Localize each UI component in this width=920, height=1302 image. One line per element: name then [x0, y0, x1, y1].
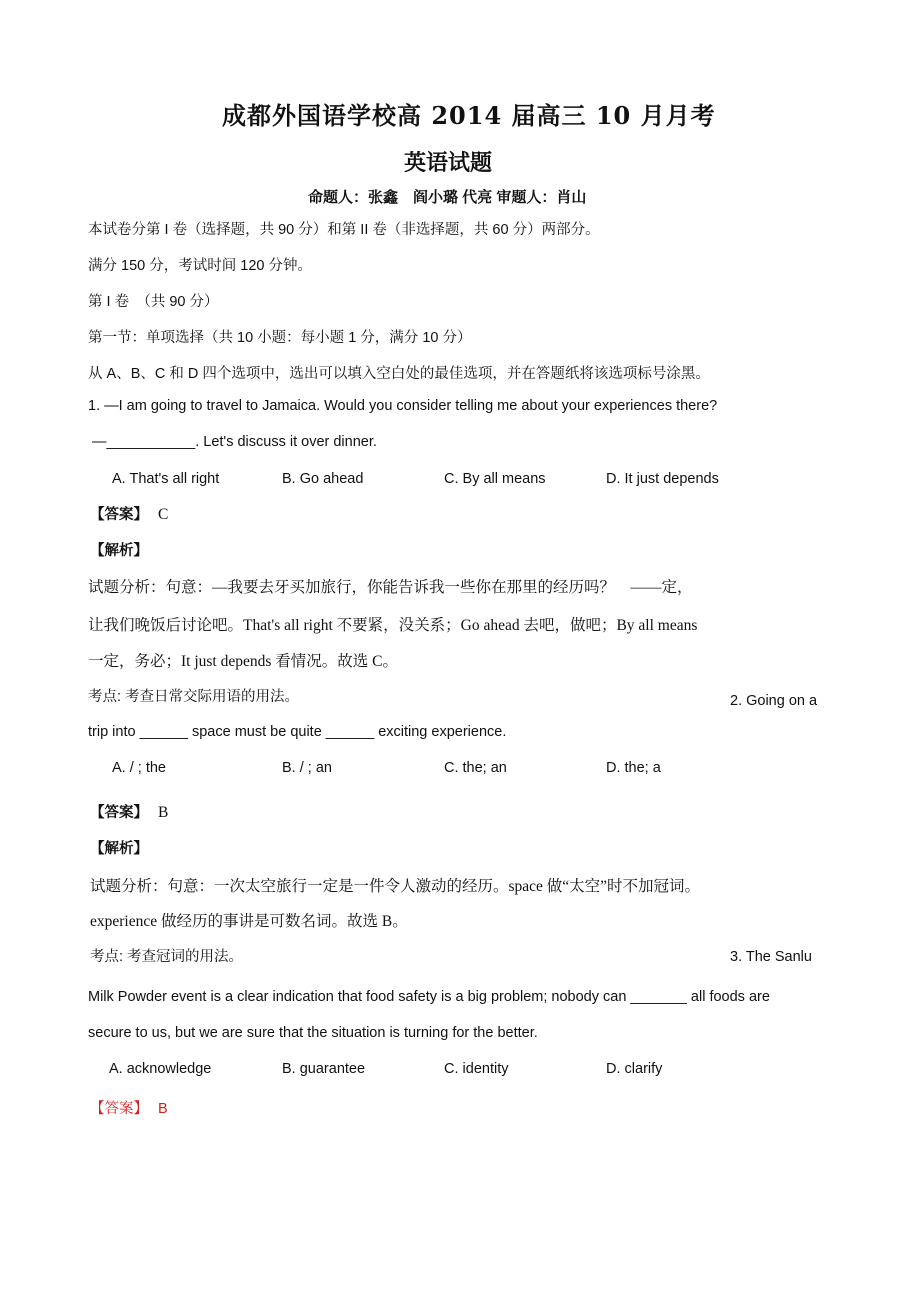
q1-option-b: B. Go ahead [282, 471, 364, 487]
q1-stem-line-2: —___________. Let's discuss it over dinner. [92, 434, 377, 450]
q3-answer-value: B [158, 1101, 168, 1117]
q2-analysis-label: 【解析】 [90, 841, 148, 857]
q3-answer [90, 1097, 168, 1118]
q2-option-b: B. / ; an [282, 760, 332, 776]
q3-option-d: D. clarify [606, 1061, 663, 1077]
intro-line-2: 满分 150 分，考试时间 120 分钟。 [88, 258, 312, 274]
q3-option-b: B. guarantee [282, 1061, 366, 1077]
instruction: 从 A、B、C 和 D 四个选项中，选出可以填入空白处的最佳选项，并在答题纸将该选项标号涂黑。 [88, 366, 710, 382]
q1-option-d: D. It just depends [606, 471, 719, 487]
q2-stem-start: 2. Going on a [730, 693, 818, 709]
q3-option-a: A. acknowledge [109, 1061, 212, 1077]
q1-analysis-label: 【解析】 [90, 543, 148, 559]
q1-answer [90, 503, 168, 524]
authors-line: 命题人：张鑫 阎小璐 代亮 审题人：肖山 [308, 189, 587, 206]
q2-analysis-line-2: experience 做经历的事讲是可数名词。故选 B。 [90, 913, 408, 930]
section-1-heading: 第一节：单项选择（共 10 小题：每小题 1 分，满分 10 分） [88, 330, 472, 346]
q3-stem-start: 3. The Sanlu [730, 949, 812, 965]
q2-option-c: C. the; an [444, 760, 507, 776]
q1-kaodian: 考点: 考查日常交际用语的用法。 [88, 689, 300, 705]
q2-option-a: A. / ; the [112, 760, 166, 776]
intro-line-1: 本试卷分第 I 卷（选择题，共 90 分）和第 II 卷（非选择题，共 60 分）两部分。 [88, 222, 600, 238]
q2-kaodian: 考点: 考查冠词的用法。 [90, 949, 244, 965]
q3-stem-cont-2: secure to us, but we are sure that the situation is turning for the better. [88, 1025, 538, 1041]
q1-answer-label: 【答案】 [90, 507, 148, 523]
q1-analysis-line-3: 一定，务必；It just depends 看情况。故选 C。 [88, 653, 398, 670]
page-title: 成都外国语学校高 2014 届高三 10 月月考 [222, 101, 716, 130]
q1-option-c: C. By all means [444, 471, 546, 487]
q2-analysis-line-1: 试题分析：句意：一次太空旅行一定是一件令人激动的经历。space 做“太空”时不加冠词。 [90, 878, 701, 895]
q1-analysis-line-1: 试题分析：句意：—我要去牙买加旅行，你能告诉我一些你在那里的经历吗？ ——定， [88, 579, 693, 596]
q2-answer-value: B [158, 804, 169, 821]
q3-option-c: C. identity [444, 1061, 509, 1077]
q1-answer-value: C [158, 506, 169, 523]
q2-option-d: D. the; a [606, 760, 661, 776]
q2-answer-label: 【答案】 [90, 805, 148, 821]
q1-stem-line-1: 1. —I am going to travel to Jamaica. Would you consider telling me about your experiences there? [88, 398, 718, 414]
q1-analysis-line-2: 让我们晚饭后讨论吧。That's all right 不要紧，没关系；Go ahead 去吧，做吧；By all means [88, 617, 698, 634]
page-subtitle: 英语试题 [404, 150, 493, 176]
q2-answer [90, 801, 168, 822]
q2-stem-cont: trip into ______ space must be quite ______ exciting experience. [88, 724, 507, 740]
q1-option-a: A. That's all right [112, 471, 220, 487]
q3-answer-label: 【答案】 [90, 1101, 148, 1117]
part-1-heading: 第 I 卷 （共 90 分） [88, 294, 219, 310]
q3-stem-cont-1: Milk Powder event is a clear indication that food safety is a big problem; nobody can _______ all foods are [88, 989, 770, 1005]
